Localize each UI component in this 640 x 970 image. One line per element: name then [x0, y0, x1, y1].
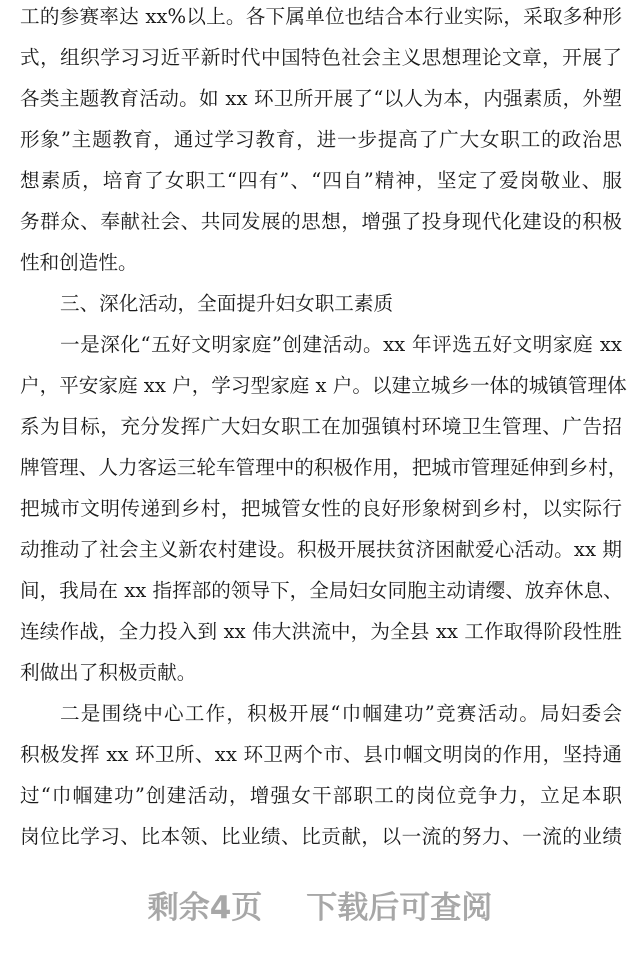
text-line: 积极发挥 xx 环卫所、xx 环卫两个市、县巾帼文明岗的作用，坚持通 [20, 743, 622, 766]
text-line: 系为目标，充分发挥广大妇女职工在加强镇村环境卫生管理、广告招 [20, 415, 622, 438]
text-line: 工的参赛率达 xx%以上。各下属单位也结合本行业实际，采取多种形 [20, 5, 622, 28]
text-line: 间，我局在 xx 指挥部的领导下，全局妇女同胞主动请缨、放弃休息、 [20, 579, 623, 602]
text-line: 形象”主题教育，通过学习教育，进一步提高了广大女职工的政治思 [20, 128, 622, 151]
text-line: 过“巾帼建功”创建活动，增强女干部职工的岗位竞争力，立足本职 [20, 784, 622, 807]
text-line: 式，组织学习习近平新时代中国特色社会主义思想理论文章，开展了 [20, 46, 622, 69]
text-line: 动推动了社会主义新农村建设。积极开展扶贫济困献爱心活动。xx 期 [20, 538, 622, 561]
text-line: 性和创造性。 [20, 251, 138, 274]
text-line: 连续作战，全力投入到 xx 伟大洪流中，为全县 xx 工作取得阶段性胜 [20, 620, 622, 643]
text-line: 想素质，培育了女职工“四有”、“四自”精神，坚定了爱岗敬业、服 [20, 169, 622, 192]
text-line: 岗位比学习、比本领、比业绩、比贡献，以一流的努力、一流的业绩 [20, 825, 622, 848]
download-prompt-banner[interactable] [0, 886, 640, 930]
remaining-pages-label: 剩余4页 [147, 890, 263, 926]
text-line: 各类主题教育活动。如 xx 环卫所开展了“以人为本，内强素质，外塑 [20, 87, 622, 110]
text-line: 务群众、奉献社会、共同发展的思想，增强了投身现代化建设的积极 [20, 210, 622, 233]
text-line: 利做出了积极贡献。 [20, 661, 197, 684]
section-heading: 三、深化活动，全面提升妇女职工素质 [60, 292, 394, 315]
text-line: 户，平安家庭 xx 户，学习型家庭 x 户。以建立城乡一体的城镇管理体 [20, 374, 627, 397]
text-line: 把城市文明传递到乡村，把城管女性的良好形象树到乡村，以实际行 [20, 497, 622, 520]
text-line: 二是围绕中心工作，积极开展“巾帼建功”竞赛活动。局妇委会 [60, 702, 622, 725]
text-line: 一是深化“五好文明家庭”创建活动。xx 年评选五好文明家庭 xx [60, 333, 622, 356]
text-line: 牌管理、人力客运三轮车管理中的积极作用，把城市管理延伸到乡村， [20, 456, 628, 479]
download-to-view-label[interactable]: 下载后可查阅 [306, 890, 493, 926]
document-page [20, 0, 628, 857]
